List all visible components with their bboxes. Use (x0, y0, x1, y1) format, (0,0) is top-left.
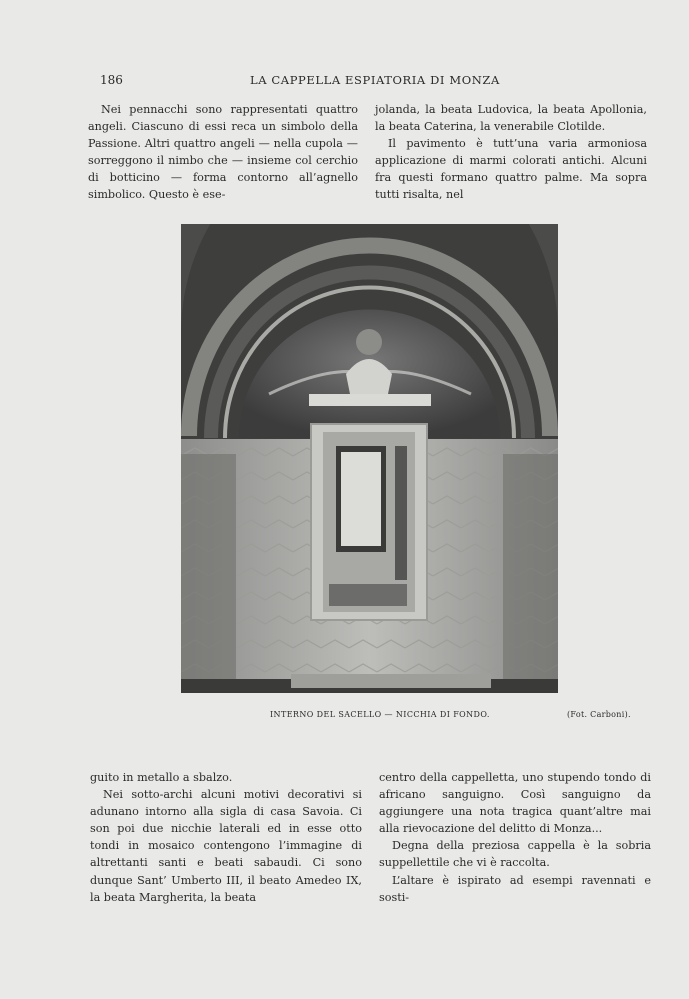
text-column-top-left (88, 101, 358, 204)
text-column-top-right (375, 101, 647, 204)
paragraph: Degna della preziosa cappella è la sobria suppellettile che vi è raccolta. (379, 839, 651, 870)
paragraph: Nei pennacchi sono rappresentati quattro angeli. Ciascuno di essi reca un simbolo della Passione. Altri quattro angeli — nella cupola — sorreggono il nimbo che — insieme col cerchio di botticino — forma contorno all’agnello simbolico. Questo è ese- (88, 103, 358, 202)
page-number: 186 (100, 73, 123, 87)
photo-chapel-niche (181, 224, 558, 693)
paragraph: L’altare è ispirato ad esempi ravennati e sosti- (379, 873, 651, 904)
text-column-bottom-right (379, 769, 651, 906)
paragraph: Il pavimento è tutt’una varia armoniosa applicazione di marmi colorati antichi. Alcuni fra questi formano quattro palme. Ma sopra tutti risalta, nel (375, 137, 647, 202)
paragraph: Nei sotto-archi alcuni motivi decorativi si adunano intorno alla sigla di casa Savoia. Ci son poi due nicchie laterali ed in esse otto tondi in mosaico contengono l’immagine di altrettanti santi e beati sabaudi. Ci sono dunque Sant’ Umberto III, il beato Amedeo IX, la beata Margherita, la beata (90, 788, 362, 904)
text-column-bottom-left (90, 769, 362, 906)
figure-caption: INTERNO DEL SACELLO — NICCHIA DI FONDO. (270, 710, 490, 719)
paragraph: centro della cappelletta, uno stupendo tondo di africano sanguigno. Così sanguigno da aggiungere una nota tragica quant’altre mai alla rievocazione del delitto di Monza... (379, 771, 651, 836)
running-title: LA CAPPELLA ESPIATORIA DI MONZA (250, 73, 500, 87)
photo-credit: (Fot. Carboni). (567, 710, 631, 719)
paragraph: jolanda, la beata Ludovica, la beata Apollonia, la beata Caterina, la venerabile Clotilde. (375, 103, 647, 134)
paragraph: guito in metallo a sbalzo. (90, 771, 233, 784)
